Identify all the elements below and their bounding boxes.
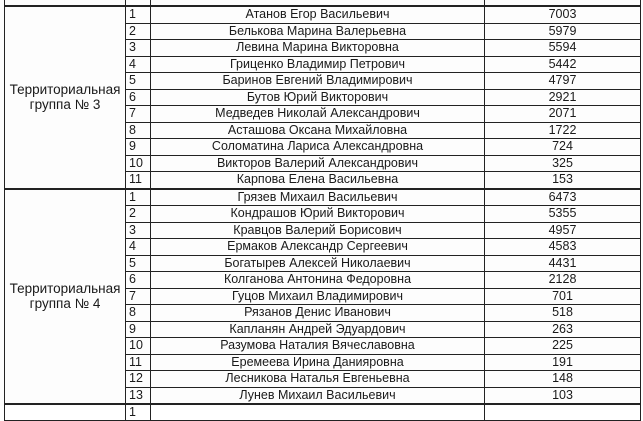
row-number: 1 <box>126 6 151 23</box>
candidate-name <box>151 404 485 421</box>
candidate-name: Кравцов Валерий Борисович <box>151 222 485 239</box>
row-number: 2 <box>126 206 151 223</box>
vote-count: 5979 <box>485 23 641 40</box>
candidate-name: Капланян Андрей Эдуардович <box>151 321 485 338</box>
candidate-name: Белькова Марина Валерьевна <box>151 23 485 40</box>
vote-count: 4431 <box>485 255 641 272</box>
territorial-group-label <box>5 189 126 405</box>
table-row <box>5 189 641 206</box>
row-number: 3 <box>126 40 151 57</box>
candidate-name: Еремеева Ирина Данияровна <box>151 354 485 371</box>
row-number: 8 <box>126 305 151 322</box>
vote-count: 148 <box>485 371 641 388</box>
vote-count: 153 <box>485 172 641 189</box>
candidate-name: Ермаков Александр Сергеевич <box>151 239 485 256</box>
candidate-name: Соломатина Лариса Александровна <box>151 139 485 156</box>
row-number: 12 <box>126 371 151 388</box>
candidate-name: Баринов Евгений Владимирович <box>151 73 485 90</box>
row-number: 7 <box>126 106 151 123</box>
vote-count: 724 <box>485 139 641 156</box>
group-label-line1: Территориальная <box>9 281 121 297</box>
group-cell-next <box>5 404 126 421</box>
vote-count: 191 <box>485 354 641 371</box>
row-number: 5 <box>126 73 151 90</box>
vote-count: 4957 <box>485 222 641 239</box>
candidate-name: Рязанов Денис Иванович <box>151 305 485 322</box>
row-number: 5 <box>126 255 151 272</box>
group-label-line2: группа № 3 <box>29 97 101 113</box>
row-number: 11 <box>126 354 151 371</box>
group-label-line1: Территориальная <box>9 82 121 98</box>
row-number: 1 <box>126 189 151 206</box>
vote-count: 4583 <box>485 239 641 256</box>
vote-count: 5594 <box>485 40 641 57</box>
candidate-name: Медведев Николай Александрович <box>151 106 485 123</box>
vote-count: 2128 <box>485 272 641 289</box>
candidate-name: Грязев Михаил Васильевич <box>151 189 485 206</box>
vote-count: 6473 <box>485 189 641 206</box>
group-label-line2: группа № 4 <box>29 296 101 312</box>
results-table <box>4 0 641 421</box>
row-number: 4 <box>126 239 151 256</box>
candidate-name: Кондрашов Юрий Викторович <box>151 206 485 223</box>
vote-count: 2071 <box>485 106 641 123</box>
candidate-name: Колганова Антонина Федоровна <box>151 272 485 289</box>
vote-count: 103 <box>485 387 641 404</box>
territorial-group-label <box>5 6 126 189</box>
row-number: 3 <box>126 222 151 239</box>
row-number: 10 <box>126 338 151 355</box>
candidate-name: Атанов Егор Васильевич <box>151 6 485 23</box>
candidate-name: Левина Марина Викторовна <box>151 40 485 57</box>
candidate-name: Бутов Юрий Викторович <box>151 89 485 106</box>
candidate-name: Лесникова Наталья Евгеньевна <box>151 371 485 388</box>
row-number: 1 <box>126 404 151 421</box>
table-row-partial-bottom <box>5 404 641 421</box>
candidate-name: Богатырев Алексей Николаевич <box>151 255 485 272</box>
row-number: 7 <box>126 288 151 305</box>
vote-count: 5442 <box>485 56 641 73</box>
vote-count: 4797 <box>485 73 641 90</box>
vote-count: 1722 <box>485 122 641 139</box>
candidate-name: Асташова Оксана Михайловна <box>151 122 485 139</box>
table-row <box>5 6 641 23</box>
row-number: 10 <box>126 155 151 172</box>
candidate-name: Викторов Валерий Александрович <box>151 155 485 172</box>
candidate-name: Лунев Михаил Васильевич <box>151 387 485 404</box>
vote-count: 325 <box>485 155 641 172</box>
vote-count: 7003 <box>485 6 641 23</box>
row-number: 6 <box>126 272 151 289</box>
row-number: 9 <box>126 139 151 156</box>
vote-count: 5355 <box>485 206 641 223</box>
row-number: 11 <box>126 172 151 189</box>
row-number: 6 <box>126 89 151 106</box>
row-number: 8 <box>126 122 151 139</box>
vote-count: 2921 <box>485 89 641 106</box>
vote-count <box>485 404 641 421</box>
row-number: 13 <box>126 387 151 404</box>
row-number: 4 <box>126 56 151 73</box>
candidate-name: Гуцов Михаил Владимирович <box>151 288 485 305</box>
row-number: 9 <box>126 321 151 338</box>
row-number: 2 <box>126 23 151 40</box>
vote-count: 701 <box>485 288 641 305</box>
candidate-name: Гриценко Владимир Петрович <box>151 56 485 73</box>
vote-count: 225 <box>485 338 641 355</box>
candidate-name: Карпова Елена Васильевна <box>151 172 485 189</box>
vote-count: 518 <box>485 305 641 322</box>
results-table-body <box>5 0 641 421</box>
vote-count: 263 <box>485 321 641 338</box>
candidate-name: Разумова Наталия Вячеславовна <box>151 338 485 355</box>
